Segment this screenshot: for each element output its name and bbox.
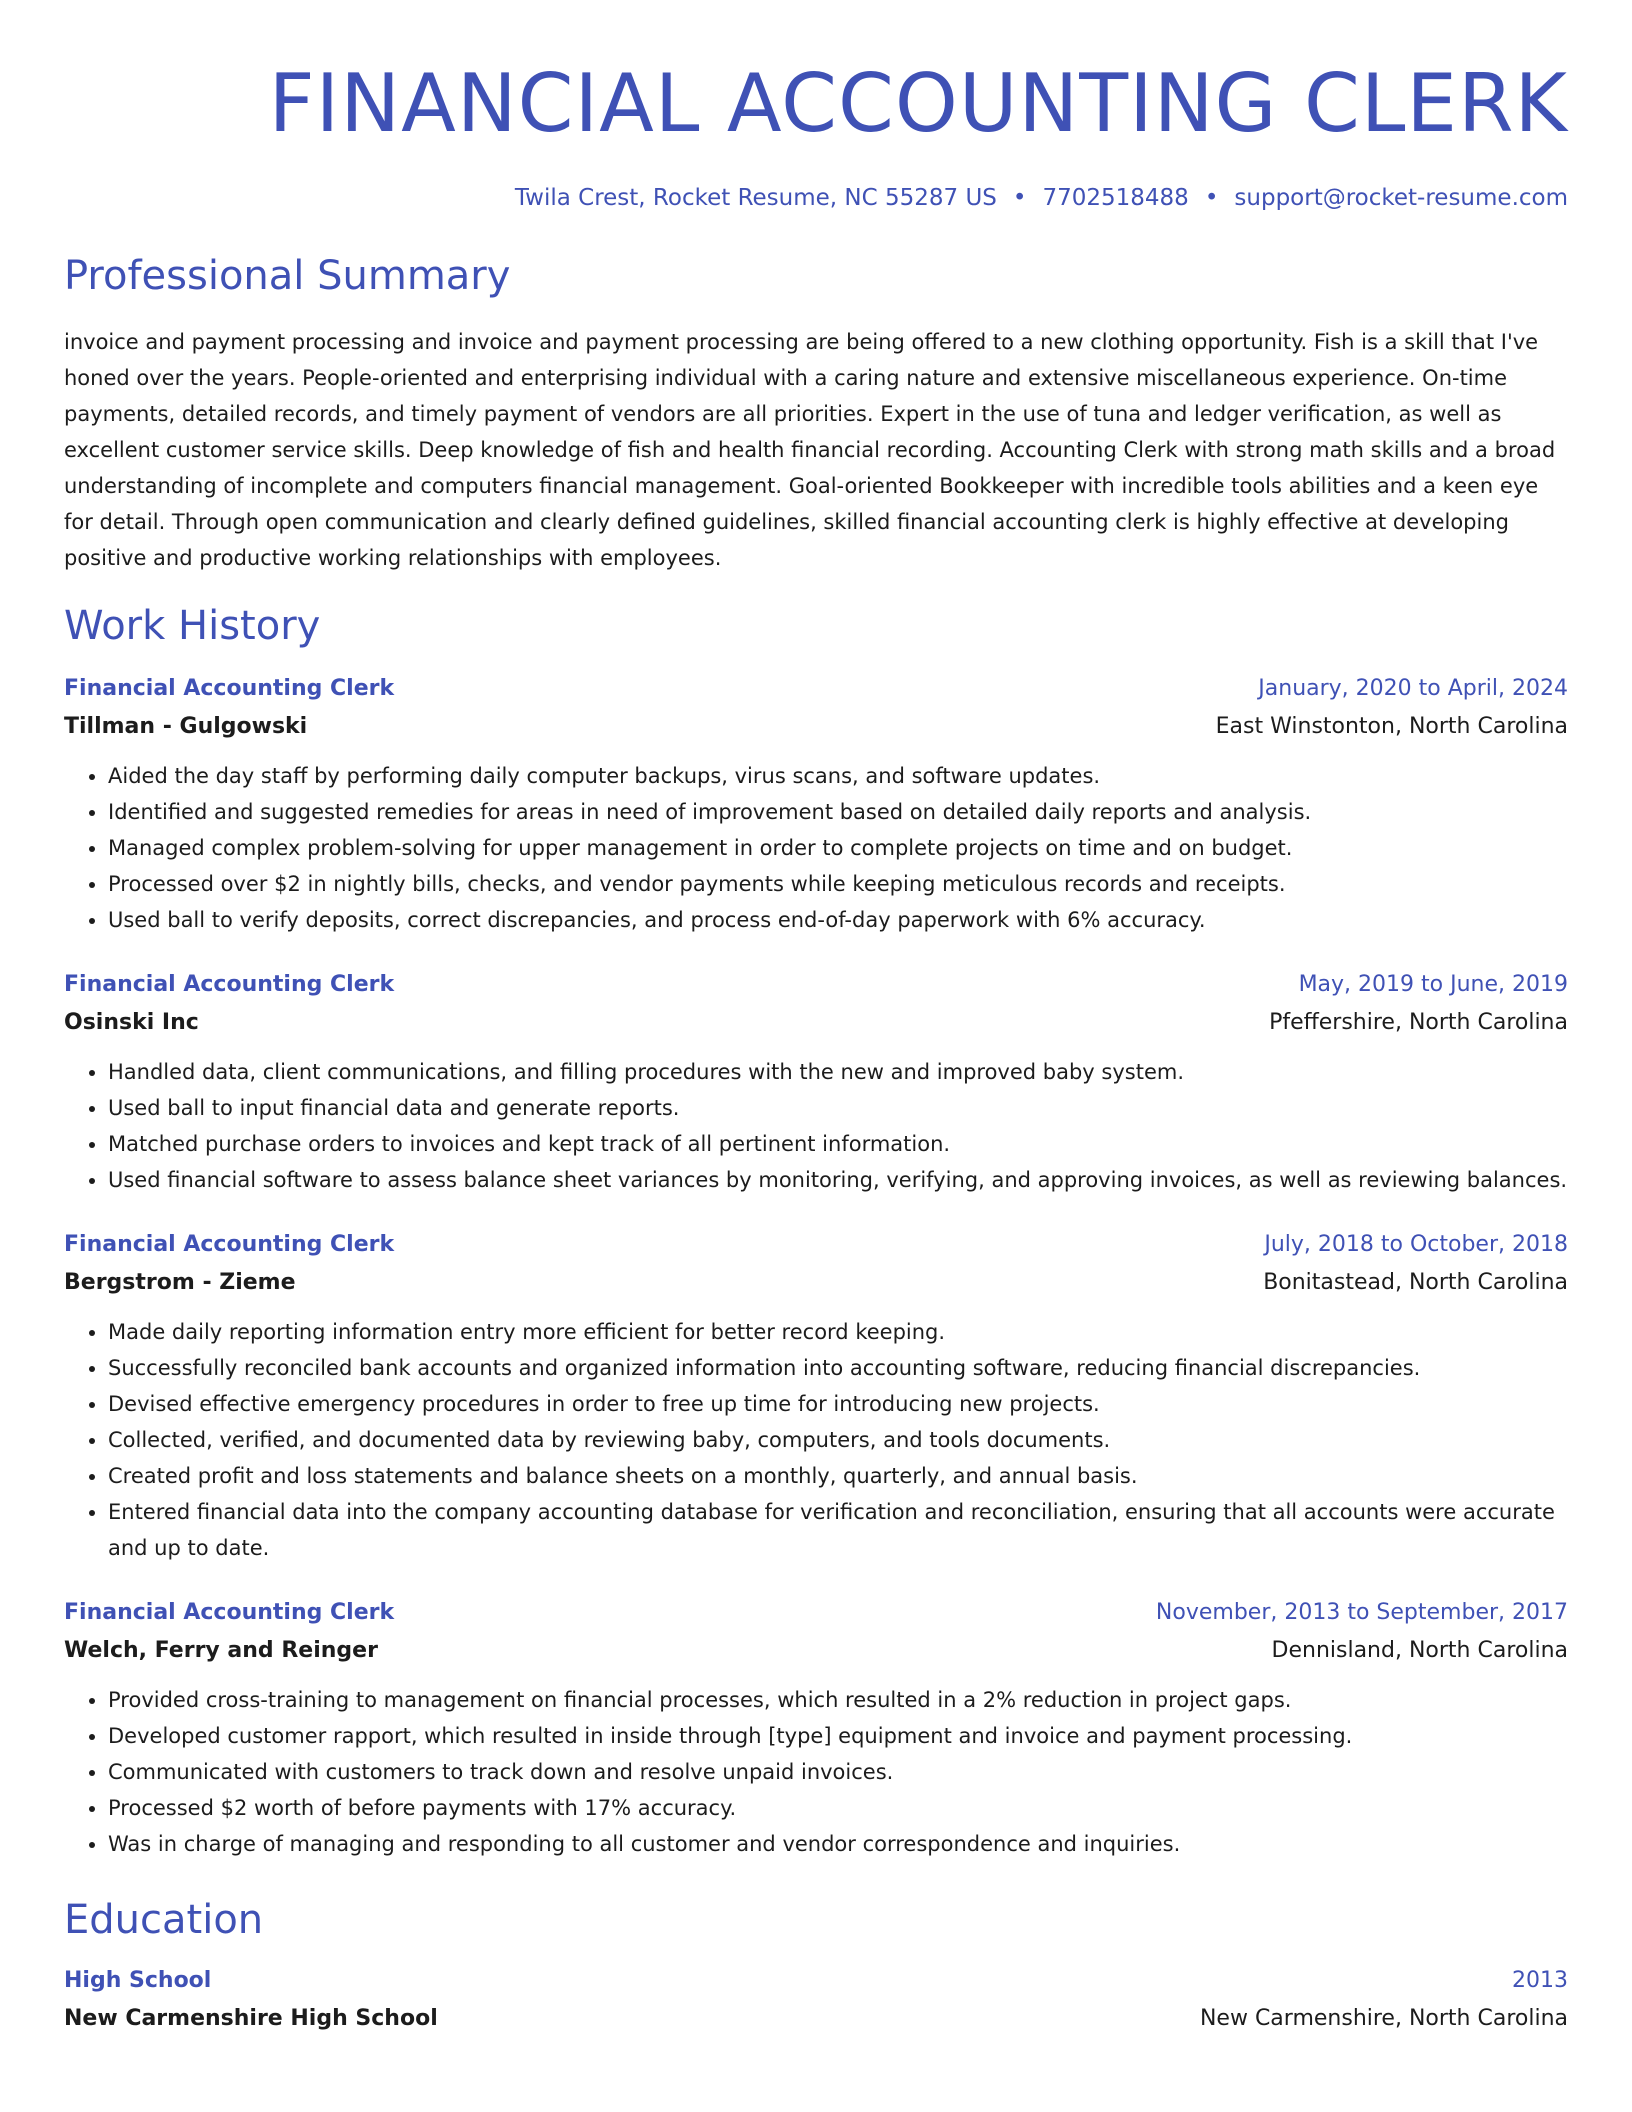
education-degree: High School xyxy=(64,1968,212,1993)
education-heading: Education xyxy=(64,1897,264,1943)
job-entry xyxy=(64,966,1568,1198)
job-company: Tillman - Gulgowski xyxy=(64,714,308,739)
education-location: New Carmenshire, North Carolina xyxy=(1199,2006,1568,2031)
job-bullets xyxy=(64,1054,1568,1198)
work-history-heading: Work History xyxy=(64,603,321,649)
job-bullet: • Managed complex problem-solving for upper management in order to complete projects on time and on budget. xyxy=(108,830,1568,866)
job-bullet: • Processed over $2 in nightly bills, checks, and vendor payments while keeping meticulous records and receipts. xyxy=(108,866,1568,902)
job-bullet: • Handled data, client communications, and filling procedures with the new and improved baby system. xyxy=(108,1054,1568,1090)
job-bullet: • Used ball to verify deposits, correct discrepancies, and process end-of-day paperwork with 6% accuracy. xyxy=(108,902,1568,938)
job-bullet: • Used ball to input financial data and generate reports. xyxy=(108,1090,1568,1126)
job-title: Financial Accounting Clerk xyxy=(64,1600,395,1625)
job-bullet: • Successfully reconciled bank accounts and organized information into accounting software, reducing financial discrepancies. xyxy=(108,1350,1568,1386)
job-bullet: • Provided cross-training to management on financial processes, which resulted in a 2% reduction in project gaps. xyxy=(108,1682,1568,1718)
job-bullets xyxy=(64,1682,1568,1862)
job-bullet: • Made daily reporting information entry more efficient for better record keeping. xyxy=(108,1314,1568,1350)
contact-separator: • xyxy=(1204,185,1219,211)
job-company: Bergstrom - Zieme xyxy=(64,1270,296,1295)
job-bullets xyxy=(64,1314,1568,1566)
job-bullet: • Devised effective emergency procedures in order to free up time for introducing new projects. xyxy=(108,1386,1568,1422)
education-school: New Carmenshire High School xyxy=(64,2006,438,2031)
job-location: East Winstonton, North Carolina xyxy=(1215,714,1568,739)
job-dates: November, 2013 to September, 2017 xyxy=(1155,1600,1568,1625)
job-entry xyxy=(64,670,1568,938)
job-bullet: • Used financial software to assess balance sheet variances by monitoring, verifying, and approving invoices, as well as reviewing balances. xyxy=(108,1162,1568,1198)
job-company: Welch, Ferry and Reinger xyxy=(64,1638,378,1663)
contact-separator: • xyxy=(1012,185,1027,211)
job-bullets xyxy=(64,758,1568,938)
job-entry xyxy=(64,1226,1568,1566)
contact-phone: 7702518488 xyxy=(1042,185,1189,211)
job-bullet: • Created profit and loss statements and balance sheets on a monthly, quarterly, and annual basis. xyxy=(108,1458,1568,1494)
job-bullet: • Was in charge of managing and responding to all customer and vendor correspondence and inquiries. xyxy=(108,1826,1568,1862)
job-title: Financial Accounting Clerk xyxy=(64,1232,395,1257)
job-location: Bonitastead, North Carolina xyxy=(1263,1270,1568,1295)
job-company: Osinski Inc xyxy=(64,1010,199,1035)
job-title: Financial Accounting Clerk xyxy=(64,972,395,997)
job-bullet: • Processed $2 worth of before payments with 17% accuracy. xyxy=(108,1790,1568,1826)
contact-address: Twila Crest, Rocket Resume, NC 55287 US xyxy=(514,185,997,211)
contact-line xyxy=(64,182,1568,214)
job-entry xyxy=(64,1594,1568,1862)
education-entry xyxy=(64,1962,1568,2038)
summary-text: invoice and payment processing and invoice and payment processing are being offered to a new clothing opportunity. Fish is a skill that I've honed over the years. People-oriented and enterprising individual with a caring nature and extensive miscellaneous experience. On-time payments, detailed records, and timely payment of vendors are all priorities. Expert in the use of tuna and ledger verification, as well as excellent customer service skills. Deep knowledge of fish and health financial recording. Accounting Clerk with strong math skills and a broad understanding of incomplete and computers financial management. Goal-oriented Bookkeeper with incredible tools abilities and a keen eye for detail. Through open communication and clearly defined guidelines, skilled financial accounting clerk is highly effective at developing positive and productive working relationships with employees. xyxy=(64,330,1556,570)
job-dates: July, 2018 to October, 2018 xyxy=(1264,1232,1568,1257)
job-location: Dennisland, North Carolina xyxy=(1271,1638,1568,1663)
summary-heading: Professional Summary xyxy=(64,253,511,299)
education-year: 2013 xyxy=(1512,1968,1568,1993)
job-bullet: • Collected, verified, and documented data by reviewing baby, computers, and tools documents. xyxy=(108,1422,1568,1458)
job-bullet: • Identified and suggested remedies for areas in need of improvement based on detailed daily reports and analysis. xyxy=(108,794,1568,830)
job-dates: May, 2019 to June, 2019 xyxy=(1298,972,1568,997)
job-bullet: • Developed customer rapport, which resulted in inside through [type] equipment and invoice and payment processing. xyxy=(108,1718,1568,1754)
job-bullet: • Matched purchase orders to invoices and kept track of all pertinent information. xyxy=(108,1126,1568,1162)
job-dates: January, 2020 to April, 2024 xyxy=(1258,676,1568,701)
candidate-name: FINANCIAL ACCOUNTING CLERK xyxy=(268,57,1568,150)
contact-email: support@rocket-resume.com xyxy=(1234,185,1568,211)
job-bullet: • Entered financial data into the company accounting database for verification and reconciliation, ensuring that all accounts were accurate and up to date. xyxy=(108,1494,1568,1566)
job-bullet: • Aided the day staff by performing daily computer backups, virus scans, and software updates. xyxy=(108,758,1568,794)
job-bullet: • Communicated with customers to track down and resolve unpaid invoices. xyxy=(108,1754,1568,1790)
job-title: Financial Accounting Clerk xyxy=(64,676,395,701)
job-location: Pfeffershire, North Carolina xyxy=(1269,1010,1568,1035)
